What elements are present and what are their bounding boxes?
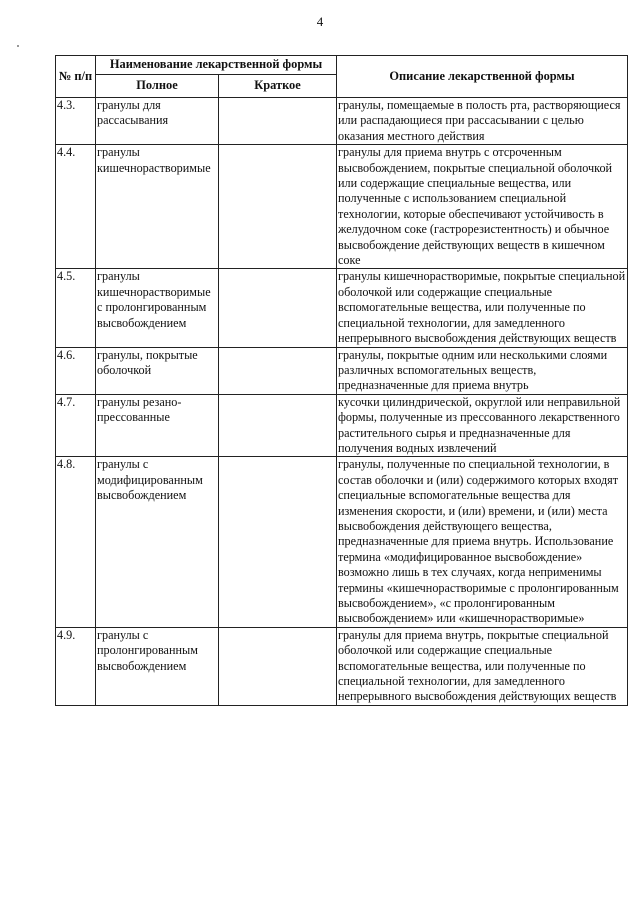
- row-full-name: гранулы кишечнорастворимые с пролонгированным высвобождением: [96, 269, 219, 347]
- row-number: 4.4.: [56, 145, 96, 269]
- row-full-name: гранулы для рассасывания: [96, 98, 219, 145]
- page-number: 4: [316, 14, 324, 29]
- row-short-name: [219, 457, 337, 627]
- row-description: гранулы, помещаемые в полость рта, растворяющиеся или распадающиеся при рассасывании с целью оказания местного действия: [337, 98, 628, 145]
- row-description: кусочки цилиндрической, округлой или неправильной формы, полученные из прессованного лекарственного растительного сырья и предназначенные для получения водных извлечений: [337, 394, 628, 457]
- dosage-forms-table: [55, 55, 628, 706]
- row-short-name: [219, 145, 337, 269]
- table-row: [56, 269, 628, 347]
- header-short: Краткое: [219, 75, 337, 98]
- row-short-name: [219, 269, 337, 347]
- row-short-name: [219, 627, 337, 705]
- row-number: 4.3.: [56, 98, 96, 145]
- table-row: [56, 394, 628, 457]
- row-full-name: гранулы кишечнорастворимые: [96, 145, 219, 269]
- row-full-name: гранулы с модифицированным высвобождением: [96, 457, 219, 627]
- header-description: Описание лекарственной формы: [337, 56, 628, 98]
- header-full: Полное: [96, 75, 219, 98]
- row-description: гранулы, покрытые одним или несколькими слоями различных вспомогательных веществ, предназначенные для приема внутрь: [337, 347, 628, 394]
- row-number: 4.8.: [56, 457, 96, 627]
- table-row: [56, 457, 628, 627]
- row-full-name: гранулы, покрытые оболочкой: [96, 347, 219, 394]
- row-number: 4.7.: [56, 394, 96, 457]
- row-number: 4.5.: [56, 269, 96, 347]
- scan-speck: [17, 45, 19, 47]
- table-row: [56, 145, 628, 269]
- row-short-name: [219, 347, 337, 394]
- row-description: гранулы, полученные по специальной технологии, в состав оболочки и (или) содержимого которых входят специальные вспомогательные вещества для изменения скорости, и (или) времени, и (или) места высвобождения действующего вещества, предназначенные для приема внутрь. Использование термина «модифицированное высвобождение» возможно лишь в тех случаях, когда неприменимы термины «кишечнорастворимые с пролонгированным высвобождением», «с пролонгированным высвобождением» или «кишечнорастворимые»: [337, 457, 628, 627]
- row-short-name: [219, 98, 337, 145]
- row-full-name: гранулы с пролонгированным высвобождением: [96, 627, 219, 705]
- row-number: 4.9.: [56, 627, 96, 705]
- row-description: гранулы для приема внутрь, покрытые специальной оболочкой или содержащие специальные вспомогательные вещества, или полученные по специальной технологии, для замедленного непрерывного высвобождения действующих веществ: [337, 627, 628, 705]
- row-short-name: [219, 394, 337, 457]
- table-row: [56, 627, 628, 705]
- row-full-name: гранулы резано-прессованные: [96, 394, 219, 457]
- header-name-group: Наименование лекарственной формы: [96, 56, 337, 75]
- header-num: № п/п: [56, 56, 96, 98]
- row-number: 4.6.: [56, 347, 96, 394]
- row-description: гранулы кишечнорастворимые, покрытые специальной оболочкой или содержащие специальные вспомогательные вещества, или полученные по специальной технологии, для замедленного непрерывного высвобождения действующих веществ: [337, 269, 628, 347]
- table-row: [56, 98, 628, 145]
- table-row: [56, 347, 628, 394]
- row-description: гранулы для приема внутрь с отсроченным высвобождением, покрытые специальной оболочкой или содержащие специальные вещества, или полученные с использованием специальной технологии, которые обеспечивают устойчивость в желудочном соке (гастрорезистентность) и обычное высвобождение действующих веществ в кишечном соке: [337, 145, 628, 269]
